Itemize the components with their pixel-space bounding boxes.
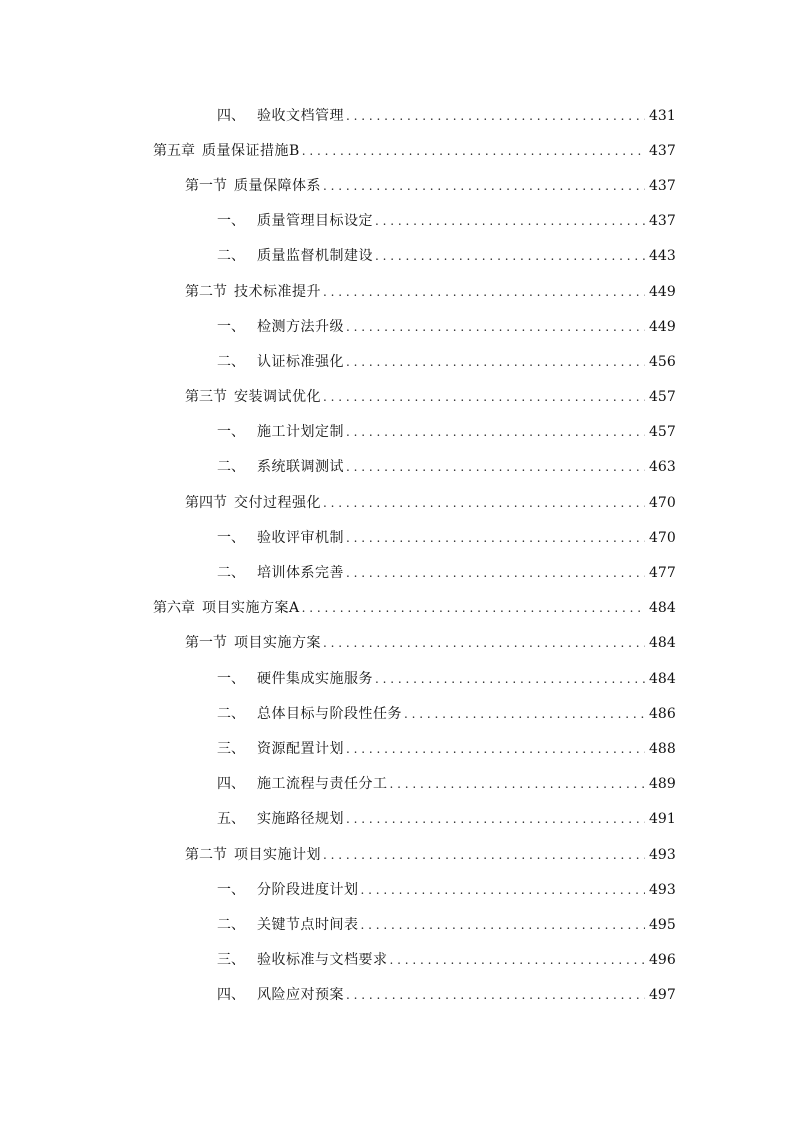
toc-entry-page: 484 xyxy=(649,635,676,652)
toc-entry[interactable] xyxy=(0,344,793,379)
toc-entry[interactable] xyxy=(0,555,793,590)
dot-leader xyxy=(323,388,645,406)
toc-entry-number: 第六章 xyxy=(153,600,195,617)
toc-entry-page: 470 xyxy=(649,529,676,546)
toc-entry-page: 431 xyxy=(649,107,676,124)
toc-entry-page: 491 xyxy=(649,811,676,828)
toc-entry-title: 检测方法升级 xyxy=(257,318,344,335)
toc-entry-number: 一、 xyxy=(217,424,245,441)
toc-entry-title: 培训体系完善 xyxy=(257,565,344,582)
toc-entry-title: 项目实施计划 xyxy=(234,846,321,863)
toc-entry[interactable] xyxy=(0,802,793,837)
toc-entry[interactable] xyxy=(0,415,793,450)
dot-leader xyxy=(375,670,645,688)
dot-leader xyxy=(346,458,645,476)
toc-entry-title: 认证标准强化 xyxy=(257,353,344,370)
toc-entry-title: 实施路径规划 xyxy=(257,811,344,828)
toc-entry[interactable] xyxy=(0,591,793,626)
dot-leader xyxy=(346,740,645,758)
toc-entry[interactable] xyxy=(0,696,793,731)
toc-entry[interactable] xyxy=(0,978,793,1013)
toc-entry-page: 489 xyxy=(649,776,676,793)
toc-entry-title: 资源配置计划 xyxy=(257,740,344,757)
dot-leader xyxy=(346,107,645,125)
toc-entry-number: 四、 xyxy=(217,107,245,124)
toc-entry-page: 486 xyxy=(649,705,676,722)
toc-entry[interactable] xyxy=(0,450,793,485)
dot-leader xyxy=(302,142,645,160)
toc-entry-page: 457 xyxy=(649,389,676,406)
dot-leader xyxy=(361,881,646,899)
toc-entry-title: 交付过程强化 xyxy=(234,494,321,511)
toc-entry[interactable] xyxy=(0,380,793,415)
toc-entry-number: 第四节 xyxy=(185,494,227,511)
toc-entry-number: 一、 xyxy=(217,213,245,230)
toc-entry-number: 第二节 xyxy=(185,283,227,300)
dot-leader xyxy=(323,177,645,195)
toc-entry-title: 验收评审机制 xyxy=(257,529,344,546)
toc-entry[interactable] xyxy=(0,907,793,942)
toc-entry-page: 457 xyxy=(649,424,676,441)
dot-leader xyxy=(346,318,645,336)
toc-entry[interactable] xyxy=(0,943,793,978)
dot-leader xyxy=(323,634,645,652)
toc-entry-number: 二、 xyxy=(217,459,245,476)
toc-entry-number: 第一节 xyxy=(185,177,227,194)
toc-entry[interactable] xyxy=(0,133,793,168)
toc-entry-title: 技术标准提升 xyxy=(234,283,321,300)
toc-entry-page: 437 xyxy=(649,142,676,159)
toc-entry-page: 493 xyxy=(649,846,676,863)
toc-entry-number: 一、 xyxy=(217,318,245,335)
toc-entry-title: 风险应对预案 xyxy=(257,987,344,1004)
toc-entry-title: 质量监督机制建设 xyxy=(257,248,373,265)
toc-entry-page: 495 xyxy=(649,916,676,933)
dot-leader xyxy=(323,846,645,864)
toc-entry-title: 关键节点时间表 xyxy=(257,916,359,933)
toc-entry[interactable] xyxy=(0,204,793,239)
toc-entry-title: 施工流程与责任分工 xyxy=(257,776,388,793)
toc-entry-page: 488 xyxy=(649,740,676,757)
dot-leader xyxy=(375,212,645,230)
toc-entry-page: 449 xyxy=(649,283,676,300)
toc-entry-number: 第一节 xyxy=(185,635,227,652)
toc-entry-title: 验收标准与文档要求 xyxy=(257,952,388,969)
toc-entry[interactable] xyxy=(0,872,793,907)
toc-entry-page: 493 xyxy=(649,881,676,898)
dot-leader xyxy=(346,810,645,828)
toc-entry-title: 总体目标与阶段性任务 xyxy=(257,705,402,722)
toc-entry-number: 四、 xyxy=(217,987,245,1004)
toc-entry-number: 第二节 xyxy=(185,846,227,863)
toc-entry[interactable] xyxy=(0,661,793,696)
toc-entry-title: 验收文档管理 xyxy=(257,107,344,124)
toc-entry-title: 项目实施方案A xyxy=(202,600,300,617)
table-of-contents xyxy=(0,98,793,1013)
toc-entry-number: 四、 xyxy=(217,776,245,793)
toc-entry-number: 一、 xyxy=(217,881,245,898)
toc-entry[interactable] xyxy=(0,98,793,133)
toc-entry[interactable] xyxy=(0,274,793,309)
toc-entry-number: 一、 xyxy=(217,670,245,687)
toc-entry-page: 437 xyxy=(649,177,676,194)
dot-leader xyxy=(302,599,645,617)
toc-entry-title: 安装调试优化 xyxy=(234,389,321,406)
toc-entry[interactable] xyxy=(0,168,793,203)
toc-entry-title: 质量保障体系 xyxy=(234,177,321,194)
dot-leader xyxy=(323,283,645,301)
toc-entry-page: 463 xyxy=(649,459,676,476)
toc-entry[interactable] xyxy=(0,767,793,802)
dot-leader xyxy=(375,247,645,265)
toc-entry[interactable] xyxy=(0,239,793,274)
dot-leader xyxy=(361,916,646,934)
dot-leader xyxy=(404,705,645,723)
dot-leader xyxy=(346,529,645,547)
dot-leader xyxy=(346,353,645,371)
toc-entry-page: 456 xyxy=(649,353,676,370)
toc-entry-page: 484 xyxy=(649,600,676,617)
toc-entry-title: 项目实施方案 xyxy=(234,635,321,652)
toc-entry-page: 470 xyxy=(649,494,676,511)
toc-entry-number: 五、 xyxy=(217,811,245,828)
dot-leader xyxy=(346,986,645,1004)
toc-entry-number: 一、 xyxy=(217,529,245,546)
toc-entry-title: 施工计划定制 xyxy=(257,424,344,441)
toc-entry[interactable] xyxy=(0,731,793,766)
toc-entry[interactable] xyxy=(0,837,793,872)
toc-entry-title: 分阶段进度计划 xyxy=(257,881,359,898)
dot-leader xyxy=(390,775,646,793)
toc-entry-number: 二、 xyxy=(217,705,245,722)
toc-entry-title: 质量保证措施B xyxy=(202,142,300,159)
toc-entry[interactable] xyxy=(0,485,793,520)
toc-entry-page: 437 xyxy=(649,213,676,230)
toc-entry-number: 二、 xyxy=(217,248,245,265)
toc-entry-page: 496 xyxy=(649,952,676,969)
dot-leader xyxy=(346,423,645,441)
toc-entry-number: 二、 xyxy=(217,353,245,370)
toc-entry-page: 484 xyxy=(649,670,676,687)
toc-entry-number: 三、 xyxy=(217,740,245,757)
toc-entry-page: 443 xyxy=(649,248,676,265)
toc-entry-title: 系统联调测试 xyxy=(257,459,344,476)
dot-leader xyxy=(346,564,645,582)
toc-entry-number: 二、 xyxy=(217,565,245,582)
toc-entry-page: 477 xyxy=(649,565,676,582)
toc-entry-title: 质量管理目标设定 xyxy=(257,213,373,230)
toc-entry-page: 449 xyxy=(649,318,676,335)
toc-entry-number: 第三节 xyxy=(185,389,227,406)
toc-entry-title: 硬件集成实施服务 xyxy=(257,670,373,687)
toc-entry-number: 三、 xyxy=(217,952,245,969)
toc-entry-number: 二、 xyxy=(217,916,245,933)
toc-entry-number: 第五章 xyxy=(153,142,195,159)
toc-entry[interactable] xyxy=(0,520,793,555)
dot-leader xyxy=(390,951,646,969)
toc-entry-page: 497 xyxy=(649,987,676,1004)
toc-entry[interactable] xyxy=(0,309,793,344)
dot-leader xyxy=(323,494,645,512)
toc-entry[interactable] xyxy=(0,626,793,661)
